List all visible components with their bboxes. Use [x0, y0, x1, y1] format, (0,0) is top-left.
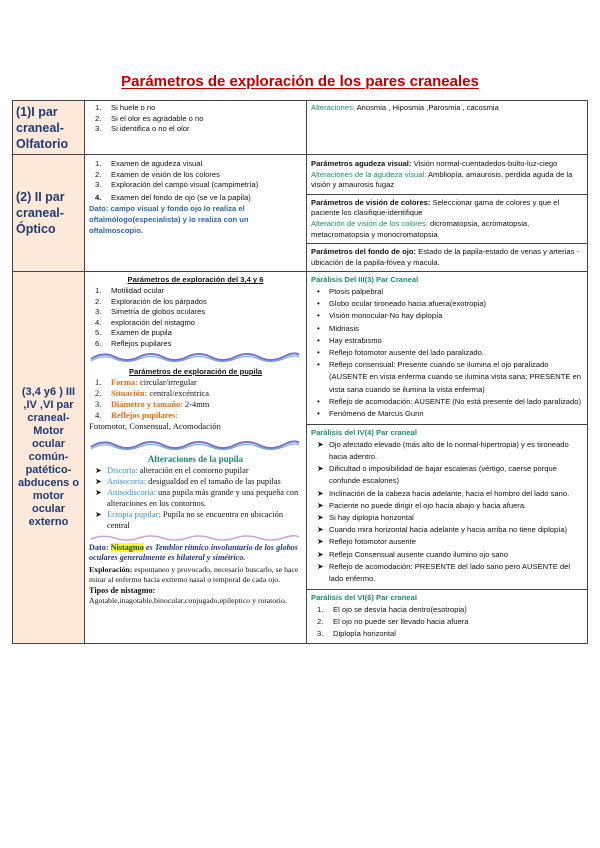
list-item: • Midriasis	[317, 323, 359, 333]
motor-paralisis-cell	[307, 272, 588, 644]
page-title: Parámetros de exploración de los pares craneales	[121, 73, 479, 90]
list-item: • Hay estrabismo	[317, 335, 382, 345]
agudeza-block: Parámetros agudeza visual: Visión normal-cuentadedos-bulto-luz-ciego Alteraciones de la agudeza visual: Ambliopía, amaurosis, perdida aguda de la visión y amaurosis fugaz	[311, 159, 573, 190]
list-item: ➤ Reflejo fotomotor ausente	[317, 537, 416, 547]
alteraciones-text: Anosmia , Hiposmia ,Parosmia , cacosmia	[354, 103, 499, 112]
list-item: ➤ Si hay diplopía horizontal	[317, 512, 414, 522]
list-item: • Globo ocular tironeado hacia afuera(exotropia)	[317, 299, 487, 309]
colores-block: Parámetros de visión de colores: Seleccionar gama de colores y que el paciente los clasifique-identifique Alteración de visión de los colores: dicromatopsia, acromatopsia, metacromatopsia y monocromatopsia	[307, 194, 587, 243]
paralisis-iii-block	[307, 272, 587, 424]
reflejos-text: Fotomotor, Consensual, Acomodación	[89, 421, 221, 432]
row-label-olfatorio: (1)I par craneal-Olfatorio	[16, 104, 69, 151]
list-item: 1. Examen de agudeza visual	[95, 159, 203, 168]
list-item: ➤ Anisocoria: desigualdad en el tamaño de las pupilas	[95, 476, 281, 486]
list-item: ➤ Discoria: alteración en el contorno pupilar	[95, 465, 249, 475]
alteraciones-label: Alteraciones:	[311, 103, 355, 112]
decorative-wave-divider	[89, 438, 301, 452]
list-item: 1. Si huele o no	[95, 103, 156, 112]
decorative-wave-divider	[89, 350, 301, 364]
list-item: • Visión monocular-No hay diplopía	[317, 311, 443, 321]
pupila-title: Parámetros de exploración de pupila	[129, 366, 262, 376]
row-motor	[13, 272, 588, 644]
paralisis-iv-block	[307, 424, 587, 589]
nistagmo-dato: Dato: Nistagmo es Temblor rítmico involuntario de los globos oculares generalmente es bilateral y simétrico.	[89, 542, 298, 563]
olfatorio-params-cell	[85, 101, 307, 155]
list-item: 3. Exploración del campo visual (campimetría)	[95, 180, 259, 190]
params-title: Parámetros de exploración del 3,4 y 6	[127, 275, 264, 285]
list-item: ➤ Reflejo de acomodación: PRESENTE del lado sano pero AUSENTE del lado enfermo.	[317, 561, 571, 583]
paralisis-iv-list	[311, 439, 583, 585]
list-item: 1. Motilidad ocular	[95, 285, 165, 295]
optico-params-cell	[85, 155, 307, 272]
paralisis-vi-title: Parálisis del VI(6) Par craneal	[311, 593, 417, 603]
list-item: 4. Examen del fondo de ojo (se ve la papila)	[95, 192, 251, 202]
optico-detail-cell	[307, 155, 588, 272]
row-label-optico: (2) II par craneal-Óptico	[16, 190, 65, 237]
alt-pupila-title: Alteraciones de la pupila	[147, 454, 244, 465]
fondo-block: Parámetros del fondo de ojo: Estado de la papila-estado de venas y arterias -ubicación de la papila-fóvea y macula.	[307, 243, 587, 271]
list-item: ➤ Anisodiscoria: una pupila más grande y una pequeña con alteraciones en los contornos.	[95, 487, 299, 508]
list-item: • Reflejo fotomotor ausente del lado paralizado.	[317, 347, 484, 357]
paralisis-vi-block	[307, 589, 587, 643]
list-item: 3. Diplopía horizontal	[317, 629, 396, 639]
paralisis-vi-list	[311, 604, 583, 641]
list-item: 2. Exploración de los párpados	[95, 296, 207, 306]
optico-list	[89, 159, 302, 203]
list-item: ➤ Inclinación de la cabeza hacia adelante, hacia el hombro del lado sano.	[317, 488, 570, 498]
row-label-cell	[13, 155, 85, 272]
decorative-wave-divider	[89, 533, 301, 543]
list-item: 3. Simetría de globos oculares	[95, 307, 206, 317]
list-item: ➤ Dificultad o imposibilidad de bajar escaleras (vértigo, caerse porque confunde escalones)	[317, 464, 557, 486]
list-item: ➤ Cuando mira horizontal hacia adelante y hacia arriba no tiene diplopía)	[317, 525, 568, 535]
list-item: 5. Examen de pupila	[95, 328, 172, 338]
row-optico	[13, 155, 588, 272]
list-item: 1. Forma: circular/irregular	[95, 378, 197, 388]
row-label-cell	[13, 272, 85, 644]
list-item: 2. Examen de visión de los colores	[95, 169, 220, 179]
list-item: • Ptosis palpebral	[317, 286, 384, 296]
olfatorio-list	[89, 103, 302, 135]
list-item: 2. El ojo no puede ser llevado hacia afuera	[317, 617, 469, 626]
row-label-motor: (3,4 y6 ) III ,IV ,VI par craneal-Motor ocular común-patético-abducens o motor ocular externo	[17, 386, 80, 529]
nistagmo-tipos-text: Agotable,inagotable,binocular,conjugado,epileptico y rotatorio.	[89, 596, 287, 606]
list-item: • Fenómeno de Marcus Gunn	[317, 408, 424, 418]
row-olfatorio	[13, 101, 588, 155]
list-item: 3. Diámetro y tamaño: 2-4mm	[95, 400, 210, 410]
paralisis-iii-list	[311, 286, 583, 420]
row-label-cell	[13, 101, 85, 155]
list-item: 3. Si identifica o no el olor	[95, 124, 190, 134]
list-item: 6. Reflejos pupilares	[95, 338, 172, 348]
cranial-nerves-table	[12, 100, 588, 644]
olfatorio-alteraciones-cell	[307, 101, 588, 155]
nistagmo-tipos-label: Tipos de nistagmo:	[89, 585, 156, 595]
list-item: • Reflejo de acomodación: AUSENTE (No está presente del lado paralizado)	[317, 396, 581, 406]
motor-params-cell	[85, 272, 307, 644]
params-list	[89, 286, 302, 350]
alt-pupila-list	[89, 465, 302, 531]
list-item: ➤ Reflejo Consensual ausente cuando ilumino ojo sano	[317, 549, 508, 559]
paralisis-iii-title: Parálisis Del III(3) Par Craneal	[311, 275, 419, 285]
list-item: • Reflejo consensual: Presente cuando se ilumina el ojo paralizado (AUSENTE en vista enferma cuando se ilumina vista sana; PRESENTE en vista sana cuando se ilumina la vista enferma)	[317, 360, 581, 394]
pupila-list	[89, 377, 302, 421]
list-item: 4. exploración del nistagmo	[95, 317, 196, 327]
list-item: ➤ Ojo afectado elevado (más alto de lo normal-hipertropia) y es tironeado hacia adentro.	[317, 439, 569, 461]
paralisis-iv-title: Parálisis del IV(4) Par craneal	[311, 428, 417, 438]
list-item: 4. Reflejos pupilares:	[95, 411, 179, 421]
list-item: 2. Si el olor es agradable o no	[95, 113, 204, 123]
list-item: 1. El ojo se desvía hacia dentro(esotropia)	[317, 604, 467, 614]
nistagmo-exploracion: Exploración: espontaneo y provocado, necesario buscarlo, se hace mirar al enfermo hacia extremo nasal o temporal de cada ojo.	[89, 564, 299, 585]
list-item: ➤ Paciente no puede dirigir el ojo hacia abajo y hacia afuera.	[317, 500, 527, 510]
optico-dato: Dato: campo visual y fondo ojo lo realiza el oftalmólogo(especialista) y lo realiza con un oftalmoscopio.	[89, 204, 249, 235]
list-item: 2. Situación: central/excéntrica	[95, 389, 209, 399]
list-item: ➤ Ectopia pupilar: Pupila no se encuentra en ubicación central	[95, 509, 284, 530]
